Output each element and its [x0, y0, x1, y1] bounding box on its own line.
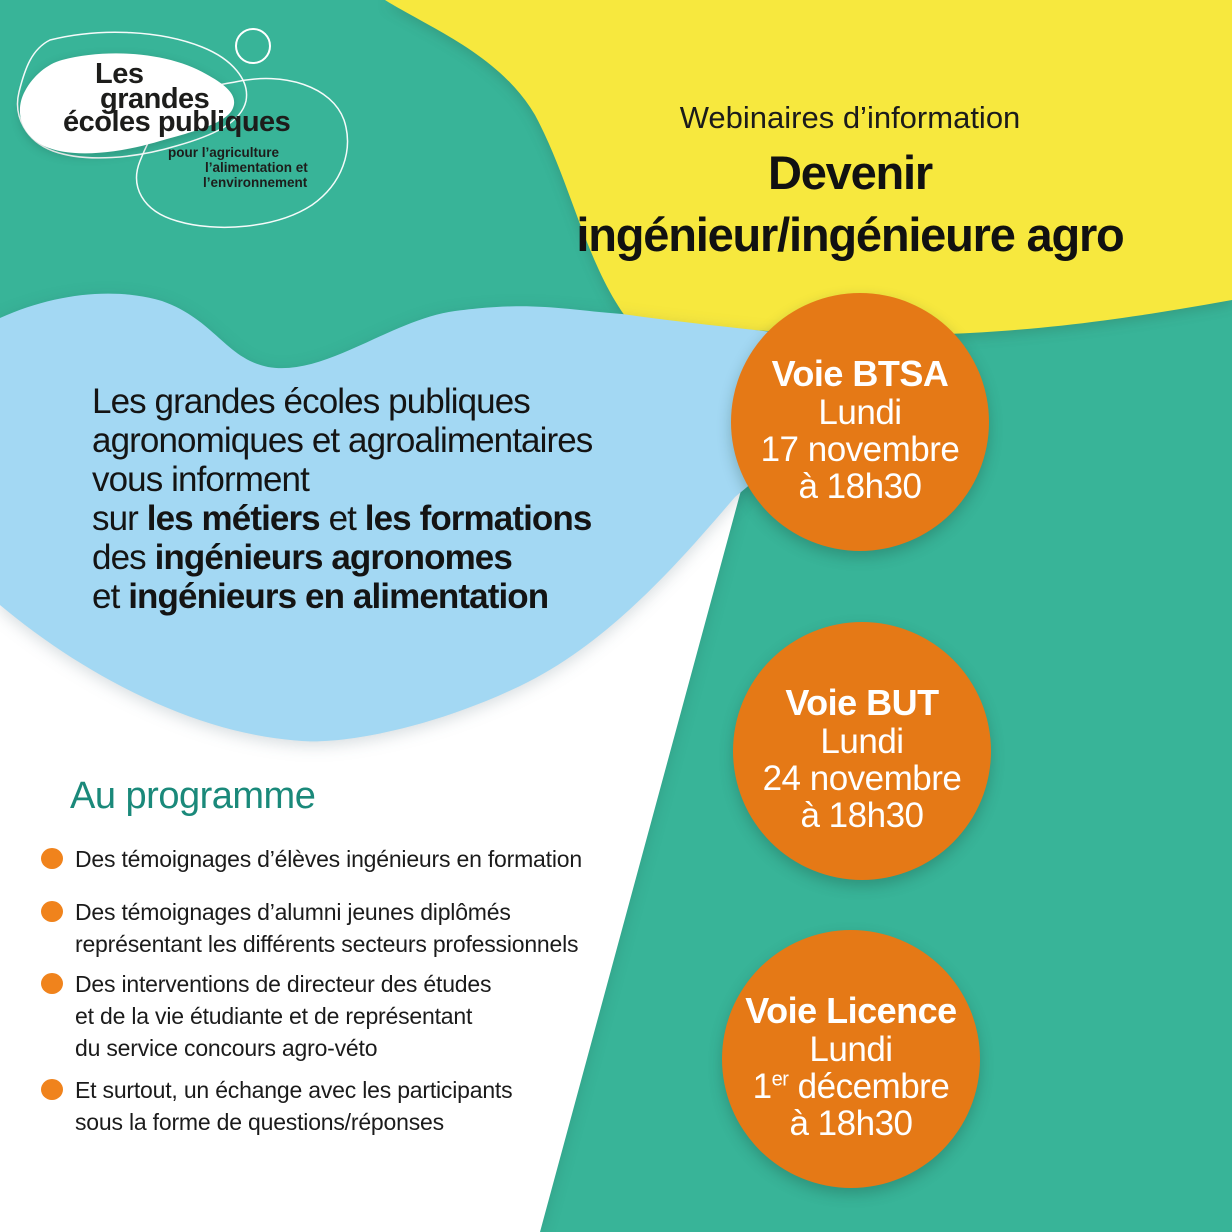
- programme-item-line: du service concours agro-véto: [75, 1035, 378, 1061]
- intro-line: agronomiques et agroalimentaires: [92, 421, 593, 460]
- programme-item-line: Et surtout, un échange avec les participants: [75, 1077, 513, 1103]
- session-circle-licence: [722, 930, 980, 1188]
- intro-line: vous informent: [92, 460, 309, 499]
- programme-item-line: Des interventions de directeur des études: [75, 971, 492, 997]
- session-date: 1er décembre: [752, 1066, 950, 1106]
- session-title: Voie Licence: [745, 989, 957, 1031]
- programme-item-line: représentant les différents secteurs professionnels: [75, 931, 579, 957]
- bullet-dot-icon: [41, 901, 63, 922]
- title-line-2: ingénieur/ingénieure agro: [576, 208, 1124, 261]
- logo-title-line-1: Les: [95, 58, 144, 90]
- session-date: 24 novembre: [762, 758, 962, 798]
- session-circle-but: [733, 622, 991, 880]
- programme-item-1: [41, 843, 582, 875]
- session-time: à 18h30: [800, 795, 924, 835]
- date-superscript: er: [771, 1067, 789, 1090]
- programme-item-line: sous la forme de questions/réponses: [75, 1109, 444, 1135]
- session-day: Lundi: [820, 721, 904, 761]
- session-circle-btsa: [731, 293, 989, 551]
- programme-heading: Au programme: [70, 775, 316, 817]
- bullet-dot-icon: [41, 1079, 63, 1100]
- session-time: à 18h30: [789, 1103, 913, 1143]
- logo-tagline-line-1: pour l’agriculture: [168, 145, 280, 160]
- bullet-dot-icon: [41, 973, 63, 994]
- bullet-dot-icon: [41, 848, 63, 869]
- intro-line: sur les métiers et les formations: [92, 499, 592, 538]
- programme-item-3: [41, 968, 491, 1064]
- logo-tagline-line-3: l’environnement: [203, 175, 308, 190]
- title-line-1: Devenir: [767, 146, 933, 199]
- header-kicker: Webinaires d’information: [679, 100, 1021, 135]
- intro-line: Les grandes écoles publiques: [92, 382, 530, 421]
- logo-tagline-line-2: l’alimentation et: [205, 160, 308, 175]
- page-title: [400, 142, 1232, 266]
- logo-title-line-2: grandes: [100, 83, 210, 115]
- intro-line: et ingénieurs en alimentation: [92, 577, 549, 616]
- session-day: Lundi: [818, 392, 902, 432]
- programme-item-line: Des témoignages d’élèves ingénieurs en formation: [75, 846, 582, 872]
- programme-item-4: [41, 1074, 512, 1138]
- intro-paragraph: [92, 382, 592, 616]
- session-date: 17 novembre: [760, 429, 960, 469]
- session-day: Lundi: [809, 1029, 893, 1069]
- logo-title-line-3: écoles publiques: [63, 106, 291, 138]
- session-title: Voie BTSA: [771, 352, 949, 394]
- intro-line: des ingénieurs agronomes: [92, 538, 512, 577]
- session-title: Voie BUT: [785, 681, 939, 723]
- programme-item-line: et de la vie étudiante et de représentant: [75, 1003, 473, 1029]
- programme-item-2: [41, 896, 578, 960]
- session-time: à 18h30: [798, 466, 922, 506]
- programme-item-line: Des témoignages d’alumni jeunes diplômés: [75, 899, 511, 925]
